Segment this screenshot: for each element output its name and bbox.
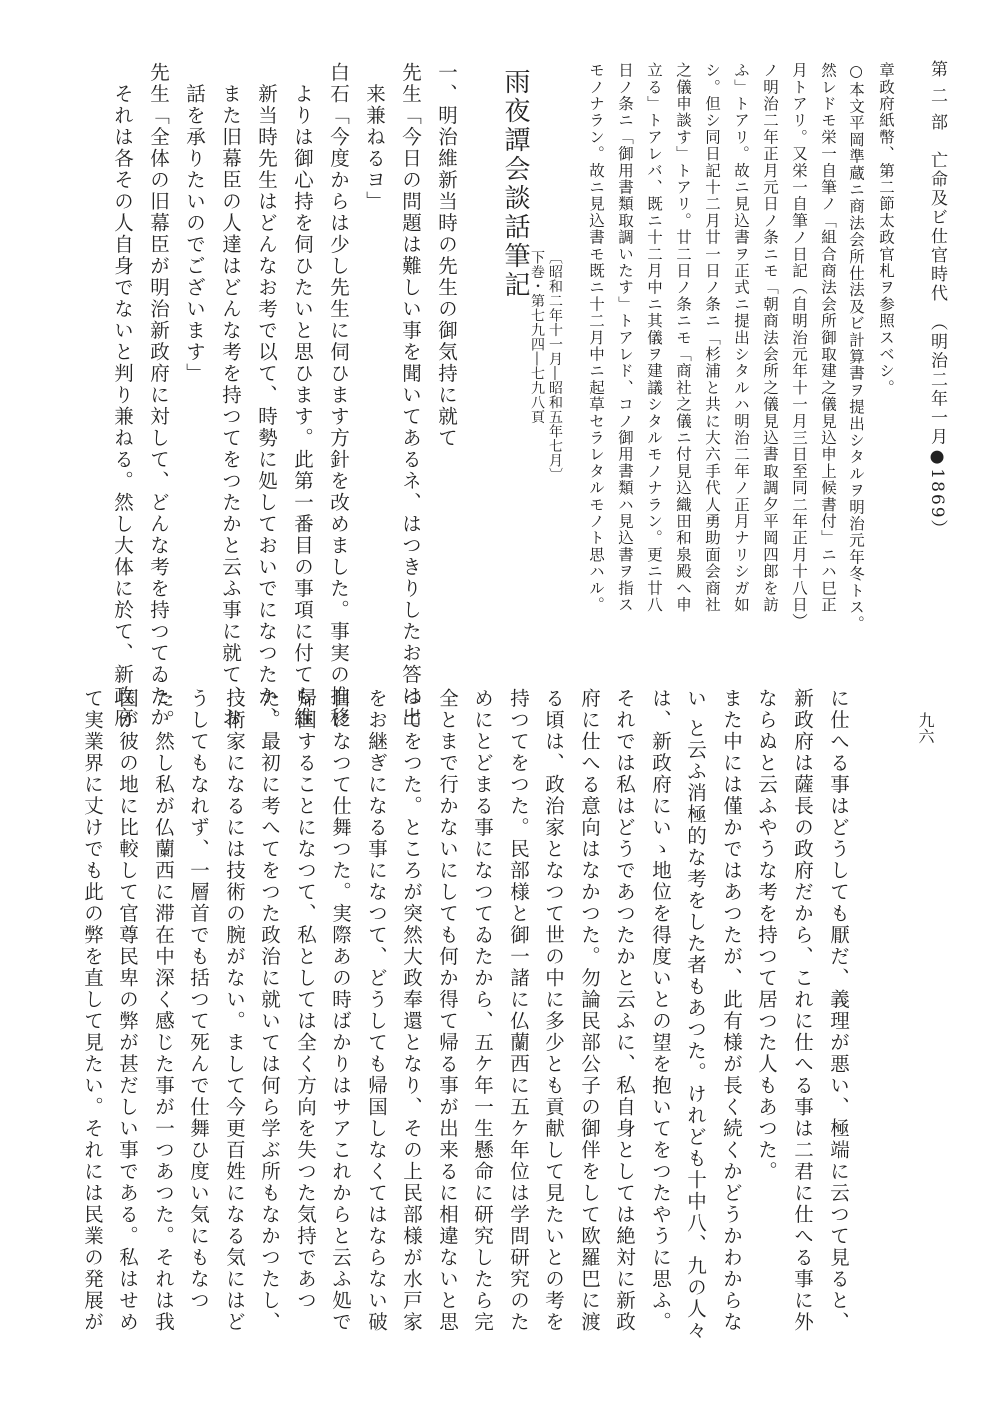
body-line: つてをつた。ところが突然大政奉還となり、その上民部様が水戸家 [400, 688, 423, 1333]
body-line: 府に仕へる意向はなかつた。勿論民部公子の御伴をして欧羅巴に渡 [578, 688, 601, 1333]
note-line: 之儀申談す」トアリ。廿二日ノ条ニモ「商社之儀ニ付見込織田和泉殿へ申 [674, 62, 692, 614]
body-line: 全とまで行かないにしても何か得て帰る事が出来るに相違ないと思 [436, 688, 459, 1333]
body-line: 来兼ねるヨ」 [363, 62, 386, 213]
body-line: 白石「今度からは少し先生に伺ひます方針を改めました。事実の推移 [327, 62, 350, 729]
note-line: シ。但シ同日記十二月廿一日ノ条ニ「杉浦と共に大六手代人勇助面会商社 [703, 62, 721, 614]
body-line: た。最初に考へてをつた政治に就いては何ら学ぶ所もなかつたし、 [258, 688, 281, 1333]
body-line: また中には僅かではあつたが、此有様が長く続くかどうかわからな [720, 688, 743, 1333]
body-line: 先生「今日の問題は難しい事を聞いてあるネ、はつきりしたお答は出 [399, 62, 422, 729]
body-line: た。然し私が仏蘭西に滞在中深く感じた事が一つあつた。それは我 [152, 688, 175, 1333]
body-line: に仕へる事はどうしても厭だ、義理が悪い、極端に云つて見ると、 [827, 688, 850, 1333]
note-line: 立る」トアレバ、既ニ十二月中ニ其儀ヲ建議シタルモノナラン。更ニ廿八 [645, 62, 663, 614]
note-line: ふ」トアリ。故ニ見込書ヲ正式ニ提出シタルハ明治二年ノ正月ナリシガ如 [732, 62, 750, 614]
note-line: ノ明治二年正月元日ノ条ニモ「朝商法会所之儀見込書取調夕平岡四郎を訪 [761, 62, 779, 614]
body-line: めにとどまる事になつてゐたから、五ケ年一生懸命に研究したら完 [471, 688, 494, 1333]
note-line: モノナラン。故ニ見込書モ既ニ十二月中ニ起草セラレタルモノト思ハル。 [587, 62, 605, 614]
body-line: 技術家になるには技術の腕がない。まして今更百姓になる気にはど [223, 688, 246, 1333]
running-header: 第 二 部 亡命及ビ仕官時代 （明治二年一月●1869） [927, 60, 947, 539]
source-reference: 下巻・第七九四―七九八頁 [529, 250, 545, 424]
body-line: て実業界に丈けでも此の弊を直して見たい。それには民業の発展が [81, 688, 104, 1333]
note-line: 月トアリ。又栄一自筆ノ日記（自明治元年十一月三日至同二年正月十八日） [790, 62, 808, 630]
body-line: 話を承りたいのでございます」 [183, 62, 206, 385]
body-line: それでは私はどうであつたかと云ふに、私自身としては絶対に新政 [613, 688, 636, 1333]
body-line: うしてもなれず、一層首でも括つて死んで仕舞ひ度い気にもなつ [187, 688, 210, 1312]
body-line: 国が彼の地に比較して官尊民卑の弊が甚だしい事である。私はせめ [116, 688, 139, 1333]
body-line: 先生「全体の旧幕臣が明治新政府に対して、どんな考を持つてゐたか [147, 62, 170, 729]
body-line: る頃は、政治家となつて世の中に多少とも貢献して見たいとの考を [542, 688, 565, 1333]
body-line: をお継ぎになる事になつて、どうしても帰国しなくてはならない破 [365, 688, 388, 1333]
body-line: は、新政府にいゝ地位を得度いとの望を抱いてをつたやうに思ふ。 [649, 688, 672, 1333]
body-line: ならぬと云ふやうな考を持つて居つた人もあつた。 [755, 688, 778, 1183]
body-line: 新政府は薩長の政府だから、これに仕へる事は二君に仕へる事に外 [791, 688, 814, 1333]
note-line: 然レドモ栄一自筆ノ「組合商法会所御取建之儀見込申上候書付」ニハ巳正 [819, 62, 837, 614]
body-line: よりは御心持を伺ひたいと思ひます。此第一番目の事項に付ても維 [291, 62, 314, 729]
topic-heading: 一、明治維新当時の先生の御気持に就て [435, 62, 458, 449]
page-number: 九六 [916, 712, 935, 744]
note-line: ○本文平岡準蔵ニ商法会所仕法及ビ計算書ヲ提出シタルヲ明治元年冬トス。 [847, 62, 865, 633]
body-line: 持つてをつた。民部様と御一諸に仏蘭西に五ケ年位は学問研究のた [507, 688, 530, 1333]
body-line: 新当時先生はどんなお考で以て、時勢に処しておいでになつたか、 [255, 62, 278, 729]
body-line: い と云ふ消極的な考をした者もあつた。けれども十中八、九の人々 [684, 688, 707, 1342]
source-date: 〔昭和二年十一月―昭和五年七月〕 [547, 250, 563, 482]
body-line: それは各その人自身でないと判り兼ねる。然し大体に於て、新政府 [111, 62, 134, 729]
note-line: 章政府紙幣、第二節太政官札ヲ参照スベシ。 [877, 62, 895, 396]
body-line: 帰国することになつて、私としては全く方向を失つた気持であつ [294, 688, 317, 1312]
section-title: 雨夜譚会談話筆記 [500, 68, 530, 300]
body-line: また旧幕臣の人達はどんな考を持つてをつたかと云ふ事に就て、お [219, 62, 242, 729]
note-line: 日ノ条ニ「御用書類取調いたす」トアレド、コノ御用書類ハ見込書ヲ指ス [616, 62, 634, 614]
body-line: 目になつて仕舞つた。実際あの時ばかりはサアこれからと云ふ処で [329, 688, 352, 1333]
